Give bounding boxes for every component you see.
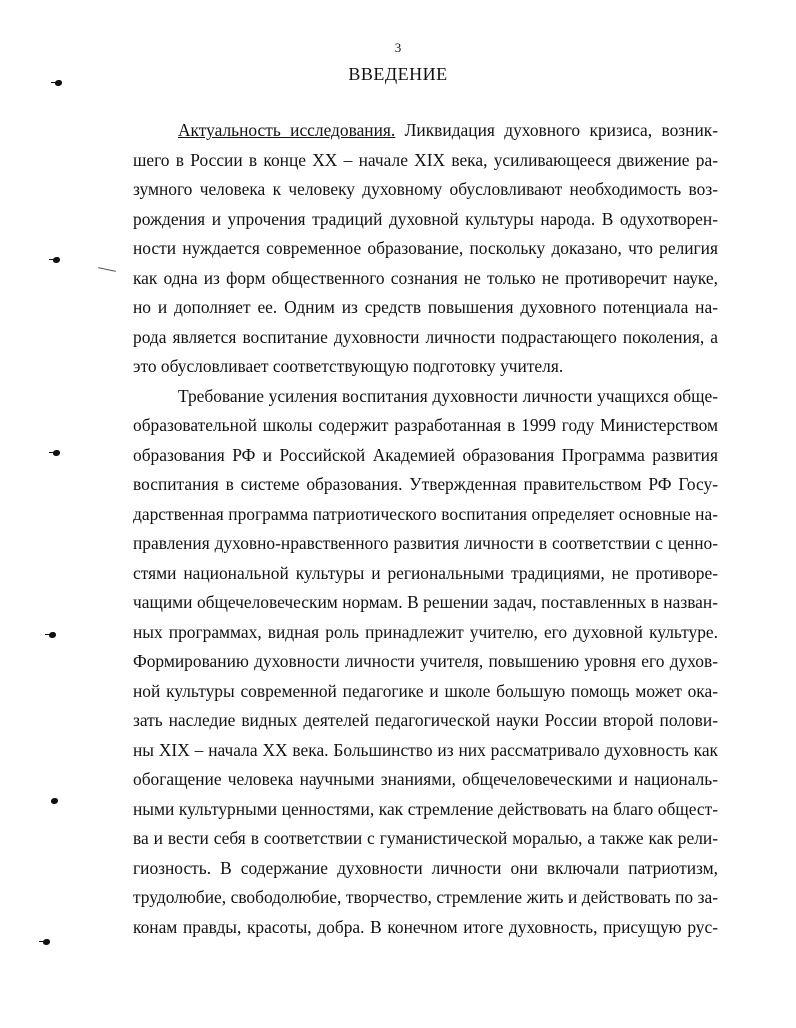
paragraph-line: ности нуждается современное образование, поскольку доказано, что религия bbox=[133, 238, 718, 258]
paragraph-line: ной культуры современной педагогике и школе большую помощь может ока- bbox=[133, 680, 718, 701]
paragraph-line: обогащение человека научными знаниями, общечеловеческими и националь- bbox=[133, 769, 718, 789]
margin-mark bbox=[43, 939, 50, 945]
page-title: ВВЕДЕНИЕ bbox=[348, 64, 448, 84]
paragraph-line: правления духовно-нравственного развития личности в соответствии с ценно- bbox=[133, 533, 718, 553]
paragraph-line: ными культурными ценностями, как стремление действовать на благо общест- bbox=[133, 798, 718, 819]
paragraph-line: Требование усиления воспитания духовности личности учащихся обще- bbox=[178, 385, 718, 406]
paragraph-line: образовательной школы содержит разработанная в 1999 году Министерством bbox=[133, 415, 718, 435]
margin-mark bbox=[53, 450, 60, 456]
paragraph-line: это обусловливает соответствующую подготовку учителя. bbox=[133, 356, 564, 376]
paragraph-line: ны XIX – начала XX века. Большинство из них рассматривало духовность как bbox=[133, 739, 718, 760]
paragraph-line: ва и вести себя в соответствии с гуманистической моралью, а также как рели- bbox=[133, 828, 718, 848]
paragraph-line bbox=[133, 116, 718, 146]
paragraph-line: Формированию духовности личности учителя, повышению уровня его духов- bbox=[133, 651, 718, 671]
paragraph-line: зать наследие видных деятелей педагогической науки России второй полови- bbox=[133, 710, 718, 730]
paragraph-line: стями национальной культуры и региональными традициями, не противоре- bbox=[133, 562, 718, 583]
margin-mark bbox=[55, 80, 62, 86]
lead-text: Ликвидация духовного кризиса, возник- bbox=[395, 120, 718, 140]
paragraph-line: гиозность. В содержание духовности личности они включали патриотизм, bbox=[133, 857, 718, 878]
paragraph-line: чащими общечеловеческим нормам. В решении задач, поставленных в назван- bbox=[133, 592, 718, 612]
paragraph-line: как одна из форм общественного сознания не только не противоречит науке, bbox=[133, 267, 718, 288]
margin-mark bbox=[49, 632, 56, 638]
margin-scratch bbox=[98, 267, 116, 272]
paragraph-line: образования РФ и Российской Академией образования Программа развития bbox=[133, 444, 718, 465]
paragraph-line: ных программах, видная роль принадлежит учителю, его духовной культуре. bbox=[133, 621, 718, 642]
paragraph-line: дарственная программа патриотического воспитания определяет основные на- bbox=[133, 503, 718, 524]
paragraph-line: рождения и упрочения традиций духовной культуры народа. В одухотворен- bbox=[133, 208, 718, 229]
paragraph-line: шего в России в конце XX – начале XIX века, усиливающееся движение ра- bbox=[133, 149, 718, 170]
body-text bbox=[133, 116, 718, 942]
section-label: Актуальность исследования. bbox=[178, 120, 396, 140]
margin-mark bbox=[51, 798, 58, 804]
paragraph-line: но и дополняет ее. Одним из средств повышения духовного потенциала на- bbox=[133, 297, 718, 317]
paragraph-line: конам правды, красоты, добра. В конечном итоге духовность, присущую рус- bbox=[133, 916, 718, 937]
paragraph-line: трудолюбие, свободолюбие, творчество, стремление жить и действовать по за- bbox=[133, 887, 718, 907]
paragraph-line: зумного человека к человеку духовному обусловливают необходимость воз- bbox=[133, 179, 718, 199]
margin-mark bbox=[53, 257, 60, 263]
paragraph-line: воспитания в системе образования. Утвержденная правительством РФ Госу- bbox=[133, 474, 718, 494]
paragraph-line: рода является воспитание духовности личности подрастающего поколения, а bbox=[133, 326, 718, 347]
page-number: 3 bbox=[394, 40, 402, 55]
